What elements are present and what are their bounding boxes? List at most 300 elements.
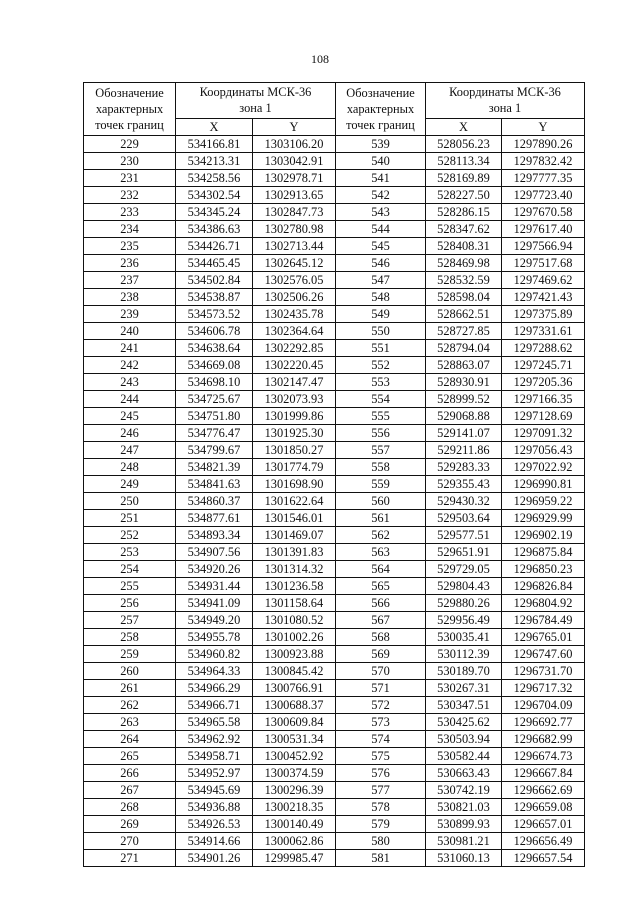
y-coordinate-cell: 1302713.44	[253, 238, 336, 255]
y-coordinate-cell: 1297288.62	[502, 340, 585, 357]
x-coordinate-cell: 530112.39	[426, 646, 502, 663]
x-coordinate-cell: 528227.50	[426, 187, 502, 204]
x-coordinate-cell: 530503.94	[426, 731, 502, 748]
table-row	[84, 136, 585, 153]
table-row	[84, 595, 585, 612]
x-coordinate-cell: 534698.10	[176, 374, 253, 391]
header-line: Координаты МСК-36	[449, 85, 561, 99]
point-number-cell: 231	[84, 170, 176, 187]
point-number-cell: 247	[84, 442, 176, 459]
point-number-cell: 561	[336, 510, 426, 527]
x-coordinate-cell: 534345.24	[176, 204, 253, 221]
table-row	[84, 850, 585, 867]
y-coordinate-cell: 1300140.49	[253, 816, 336, 833]
point-name-header-left	[84, 83, 176, 136]
point-name-header-right	[336, 83, 426, 136]
x-coordinate-cell: 534799.67	[176, 442, 253, 459]
y-coordinate-cell: 1301850.27	[253, 442, 336, 459]
x-coordinate-cell: 534931.44	[176, 578, 253, 595]
point-number-cell: 539	[336, 136, 426, 153]
table-row	[84, 578, 585, 595]
table-row	[84, 221, 585, 238]
y-coordinate-cell: 1302364.64	[253, 323, 336, 340]
point-number-cell: 573	[336, 714, 426, 731]
point-number-cell: 269	[84, 816, 176, 833]
point-number-cell: 579	[336, 816, 426, 833]
y-coordinate-cell: 1300531.34	[253, 731, 336, 748]
point-number-cell: 565	[336, 578, 426, 595]
table-row	[84, 476, 585, 493]
point-number-cell: 544	[336, 221, 426, 238]
x-coordinate-cell: 534914.66	[176, 833, 253, 850]
x-coordinate-cell: 529577.51	[426, 527, 502, 544]
y-coordinate-cell: 1296717.32	[502, 680, 585, 697]
point-number-cell: 265	[84, 748, 176, 765]
point-number-cell: 563	[336, 544, 426, 561]
x-coordinate-cell: 534962.92	[176, 731, 253, 748]
point-number-cell: 235	[84, 238, 176, 255]
point-number-cell: 543	[336, 204, 426, 221]
table-row	[84, 680, 585, 697]
x-coordinate-cell: 528286.15	[426, 204, 502, 221]
point-number-cell: 554	[336, 391, 426, 408]
point-number-cell: 558	[336, 459, 426, 476]
y-coordinate-cell: 1302913.65	[253, 187, 336, 204]
x-coordinate-cell: 529503.64	[426, 510, 502, 527]
y-coordinate-cell: 1296731.70	[502, 663, 585, 680]
table-row	[84, 238, 585, 255]
x-coordinate-cell: 534606.78	[176, 323, 253, 340]
y-coordinate-cell: 1300688.37	[253, 697, 336, 714]
table-row	[84, 255, 585, 272]
point-number-cell: 234	[84, 221, 176, 238]
coordinates-table	[83, 82, 585, 867]
table-row	[84, 697, 585, 714]
y-coordinate-cell: 1297375.89	[502, 306, 585, 323]
x-coordinate-cell: 534965.58	[176, 714, 253, 731]
x-coordinate-cell: 534465.45	[176, 255, 253, 272]
x-coordinate-cell: 534893.34	[176, 527, 253, 544]
x-coordinate-cell: 534751.80	[176, 408, 253, 425]
point-number-cell: 559	[336, 476, 426, 493]
point-number-cell: 256	[84, 595, 176, 612]
x-coordinate-cell: 534213.31	[176, 153, 253, 170]
x-coordinate-cell: 529068.88	[426, 408, 502, 425]
y-coordinate-cell: 1301774.79	[253, 459, 336, 476]
y-coordinate-cell: 1302576.05	[253, 272, 336, 289]
table-row	[84, 612, 585, 629]
y-coordinate-cell: 1300062.86	[253, 833, 336, 850]
point-number-cell: 555	[336, 408, 426, 425]
point-number-cell: 242	[84, 357, 176, 374]
y-coordinate-cell: 1301314.32	[253, 561, 336, 578]
point-number-cell: 244	[84, 391, 176, 408]
y-coordinate-cell: 1297421.43	[502, 289, 585, 306]
point-number-cell: 542	[336, 187, 426, 204]
point-number-cell: 552	[336, 357, 426, 374]
x-coordinate-cell: 530981.21	[426, 833, 502, 850]
point-number-cell: 540	[336, 153, 426, 170]
table-row	[84, 629, 585, 646]
point-number-cell: 268	[84, 799, 176, 816]
point-number-cell: 577	[336, 782, 426, 799]
y-coordinate-cell: 1303106.20	[253, 136, 336, 153]
table-row	[84, 306, 585, 323]
x-column-header: X	[176, 119, 253, 136]
y-coordinate-cell: 1302073.93	[253, 391, 336, 408]
x-coordinate-cell: 534966.29	[176, 680, 253, 697]
point-number-cell: 571	[336, 680, 426, 697]
y-coordinate-cell: 1297670.58	[502, 204, 585, 221]
table-row	[84, 799, 585, 816]
header-line: зона 1	[239, 101, 272, 115]
y-coordinate-cell: 1297166.35	[502, 391, 585, 408]
table-row	[84, 374, 585, 391]
y-coordinate-cell: 1296659.08	[502, 799, 585, 816]
point-number-cell: 245	[84, 408, 176, 425]
x-coordinate-cell: 534573.52	[176, 306, 253, 323]
point-number-cell: 564	[336, 561, 426, 578]
point-number-cell: 246	[84, 425, 176, 442]
x-coordinate-cell: 528408.31	[426, 238, 502, 255]
table-row	[84, 561, 585, 578]
y-coordinate-cell: 1297723.40	[502, 187, 585, 204]
point-number-cell: 562	[336, 527, 426, 544]
x-coordinate-cell: 534945.69	[176, 782, 253, 799]
table-row	[84, 170, 585, 187]
x-coordinate-cell: 530267.31	[426, 680, 502, 697]
x-coordinate-cell: 530582.44	[426, 748, 502, 765]
point-number-cell: 569	[336, 646, 426, 663]
x-coordinate-cell: 529355.43	[426, 476, 502, 493]
point-number-cell: 248	[84, 459, 176, 476]
y-coordinate-cell: 1297469.62	[502, 272, 585, 289]
table-row	[84, 357, 585, 374]
table-row	[84, 204, 585, 221]
point-number-cell: 261	[84, 680, 176, 697]
point-number-cell: 575	[336, 748, 426, 765]
x-coordinate-cell: 534776.47	[176, 425, 253, 442]
y-coordinate-cell: 1297566.94	[502, 238, 585, 255]
point-number-cell: 237	[84, 272, 176, 289]
x-coordinate-cell: 528056.23	[426, 136, 502, 153]
point-number-cell: 547	[336, 272, 426, 289]
x-coordinate-cell: 534941.09	[176, 595, 253, 612]
y-coordinate-cell: 1300452.92	[253, 748, 336, 765]
point-number-cell: 250	[84, 493, 176, 510]
point-number-cell: 263	[84, 714, 176, 731]
y-coordinate-cell: 1297022.92	[502, 459, 585, 476]
table-row	[84, 153, 585, 170]
point-number-cell: 241	[84, 340, 176, 357]
table-row	[84, 714, 585, 731]
x-coordinate-cell: 534926.53	[176, 816, 253, 833]
point-number-cell: 570	[336, 663, 426, 680]
point-number-cell: 271	[84, 850, 176, 867]
point-number-cell: 233	[84, 204, 176, 221]
y-coordinate-cell: 1296747.60	[502, 646, 585, 663]
point-number-cell: 262	[84, 697, 176, 714]
header-line: характерных	[346, 102, 415, 116]
table-row	[84, 459, 585, 476]
point-number-cell: 259	[84, 646, 176, 663]
table-row	[84, 391, 585, 408]
header-line: точек границ	[346, 118, 415, 132]
y-coordinate-cell: 1301236.58	[253, 578, 336, 595]
x-coordinate-cell: 530189.70	[426, 663, 502, 680]
x-coordinate-cell: 528598.04	[426, 289, 502, 306]
x-coordinate-cell: 534538.87	[176, 289, 253, 306]
x-coordinate-cell: 530899.93	[426, 816, 502, 833]
y-coordinate-cell: 1302147.47	[253, 374, 336, 391]
x-coordinate-cell: 534901.26	[176, 850, 253, 867]
y-coordinate-cell: 1296990.81	[502, 476, 585, 493]
point-number-cell: 264	[84, 731, 176, 748]
point-number-cell: 238	[84, 289, 176, 306]
x-coordinate-cell: 534725.67	[176, 391, 253, 408]
point-number-cell: 541	[336, 170, 426, 187]
table-row	[84, 425, 585, 442]
point-number-cell: 551	[336, 340, 426, 357]
point-number-cell: 230	[84, 153, 176, 170]
x-coordinate-cell: 534502.84	[176, 272, 253, 289]
y-coordinate-cell: 1300766.91	[253, 680, 336, 697]
y-coordinate-cell: 1296662.69	[502, 782, 585, 799]
point-number-cell: 572	[336, 697, 426, 714]
header-line: зона 1	[488, 101, 522, 115]
y-coordinate-cell: 1301925.30	[253, 425, 336, 442]
y-coordinate-cell: 1302645.12	[253, 255, 336, 272]
point-number-cell: 239	[84, 306, 176, 323]
x-coordinate-cell: 534907.56	[176, 544, 253, 561]
x-coordinate-cell: 529651.91	[426, 544, 502, 561]
y-coordinate-cell: 1301080.52	[253, 612, 336, 629]
y-coordinate-cell: 1297617.40	[502, 221, 585, 238]
y-coordinate-cell: 1296929.99	[502, 510, 585, 527]
x-coordinate-cell: 534860.37	[176, 493, 253, 510]
point-number-cell: 545	[336, 238, 426, 255]
y-coordinate-cell: 1301698.90	[253, 476, 336, 493]
table-row	[84, 646, 585, 663]
x-coordinate-cell: 534966.71	[176, 697, 253, 714]
table-row	[84, 782, 585, 799]
y-coordinate-cell: 1300374.59	[253, 765, 336, 782]
x-coordinate-cell: 528999.52	[426, 391, 502, 408]
point-number-cell: 251	[84, 510, 176, 527]
table-row	[84, 340, 585, 357]
point-number-cell: 568	[336, 629, 426, 646]
header-line: Обозначение	[95, 86, 164, 100]
x-coordinate-cell: 534166.81	[176, 136, 253, 153]
x-coordinate-cell: 534877.61	[176, 510, 253, 527]
y-coordinate-cell: 1302435.78	[253, 306, 336, 323]
x-coordinate-cell: 530425.62	[426, 714, 502, 731]
y-coordinate-cell: 1296850.23	[502, 561, 585, 578]
y-coordinate-cell: 1302978.71	[253, 170, 336, 187]
x-coordinate-cell: 530821.03	[426, 799, 502, 816]
x-coordinate-cell: 534669.08	[176, 357, 253, 374]
table-row	[84, 289, 585, 306]
table-row	[84, 731, 585, 748]
x-coordinate-cell: 534821.39	[176, 459, 253, 476]
point-number-cell: 267	[84, 782, 176, 799]
point-number-cell: 243	[84, 374, 176, 391]
point-number-cell: 254	[84, 561, 176, 578]
y-coordinate-cell: 1301158.64	[253, 595, 336, 612]
table-row	[84, 833, 585, 850]
x-coordinate-cell: 530663.43	[426, 765, 502, 782]
y-coordinate-cell: 1296657.01	[502, 816, 585, 833]
point-number-cell: 557	[336, 442, 426, 459]
table-row	[84, 663, 585, 680]
y-coordinate-cell: 1302220.45	[253, 357, 336, 374]
x-coordinate-cell: 534258.56	[176, 170, 253, 187]
table-row	[84, 748, 585, 765]
y-coordinate-cell: 1300296.39	[253, 782, 336, 799]
y-coordinate-cell: 1296692.77	[502, 714, 585, 731]
y-coordinate-cell: 1296765.01	[502, 629, 585, 646]
y-coordinate-cell: 1296656.49	[502, 833, 585, 850]
x-coordinate-cell: 534936.88	[176, 799, 253, 816]
x-coordinate-cell: 534920.26	[176, 561, 253, 578]
x-coordinate-cell: 534841.63	[176, 476, 253, 493]
y-coordinate-cell: 1297777.35	[502, 170, 585, 187]
y-coordinate-cell: 1300218.35	[253, 799, 336, 816]
y-coordinate-cell: 1297517.68	[502, 255, 585, 272]
y-coordinate-cell: 1296804.92	[502, 595, 585, 612]
x-coordinate-cell: 530347.51	[426, 697, 502, 714]
point-number-cell: 270	[84, 833, 176, 850]
y-coordinate-cell: 1297890.26	[502, 136, 585, 153]
header-line: точек границ	[95, 118, 164, 132]
table-row	[84, 187, 585, 204]
y-column-header: Y	[502, 119, 585, 136]
point-number-cell: 580	[336, 833, 426, 850]
table-row	[84, 765, 585, 782]
y-coordinate-cell: 1297205.36	[502, 374, 585, 391]
y-coordinate-cell: 1296784.49	[502, 612, 585, 629]
y-coordinate-cell: 1296667.84	[502, 765, 585, 782]
point-number-cell: 560	[336, 493, 426, 510]
y-coordinate-cell: 1301002.26	[253, 629, 336, 646]
y-coordinate-cell: 1297331.61	[502, 323, 585, 340]
point-number-cell: 255	[84, 578, 176, 595]
y-coordinate-cell: 1302847.73	[253, 204, 336, 221]
y-coordinate-cell: 1299985.47	[253, 850, 336, 867]
y-coordinate-cell: 1300845.42	[253, 663, 336, 680]
coordinates-header-left	[176, 83, 336, 119]
x-coordinate-cell: 529211.86	[426, 442, 502, 459]
point-number-cell: 249	[84, 476, 176, 493]
y-coordinate-cell: 1301999.86	[253, 408, 336, 425]
x-coordinate-cell: 528863.07	[426, 357, 502, 374]
table-row	[84, 493, 585, 510]
y-coordinate-cell: 1303042.91	[253, 153, 336, 170]
x-coordinate-cell: 528469.98	[426, 255, 502, 272]
point-number-cell: 253	[84, 544, 176, 561]
coordinates-header-right	[426, 83, 585, 119]
point-number-cell: 257	[84, 612, 176, 629]
x-coordinate-cell: 528113.34	[426, 153, 502, 170]
point-number-cell: 258	[84, 629, 176, 646]
x-coordinate-cell: 534958.71	[176, 748, 253, 765]
point-number-cell: 266	[84, 765, 176, 782]
table-row	[84, 408, 585, 425]
table-header	[84, 83, 585, 136]
x-coordinate-cell: 534955.78	[176, 629, 253, 646]
point-number-cell: 232	[84, 187, 176, 204]
table-body	[84, 136, 585, 867]
x-coordinate-cell: 534638.64	[176, 340, 253, 357]
y-coordinate-cell: 1302292.85	[253, 340, 336, 357]
point-number-cell: 229	[84, 136, 176, 153]
table-row	[84, 323, 585, 340]
point-number-cell: 581	[336, 850, 426, 867]
y-coordinate-cell: 1301622.64	[253, 493, 336, 510]
x-coordinate-cell: 529141.07	[426, 425, 502, 442]
y-coordinate-cell: 1297091.32	[502, 425, 585, 442]
y-coordinate-cell: 1296704.09	[502, 697, 585, 714]
table-row	[84, 272, 585, 289]
y-coordinate-cell: 1297056.43	[502, 442, 585, 459]
point-number-cell: 567	[336, 612, 426, 629]
point-number-cell: 556	[336, 425, 426, 442]
x-coordinate-cell: 530742.19	[426, 782, 502, 799]
y-coordinate-cell: 1301546.01	[253, 510, 336, 527]
table-row	[84, 442, 585, 459]
x-coordinate-cell: 534302.54	[176, 187, 253, 204]
x-coordinate-cell: 531060.13	[426, 850, 502, 867]
x-coordinate-cell: 528727.85	[426, 323, 502, 340]
y-coordinate-cell: 1300923.88	[253, 646, 336, 663]
x-coordinate-cell: 529804.43	[426, 578, 502, 595]
point-number-cell: 252	[84, 527, 176, 544]
x-coordinate-cell: 529430.32	[426, 493, 502, 510]
point-number-cell: 553	[336, 374, 426, 391]
header-line: Координаты МСК-36	[199, 85, 312, 99]
point-number-cell: 566	[336, 595, 426, 612]
x-coordinate-cell: 528169.89	[426, 170, 502, 187]
y-coordinate-cell: 1296674.73	[502, 748, 585, 765]
y-column-header: Y	[253, 119, 336, 136]
x-coordinate-cell: 534949.20	[176, 612, 253, 629]
x-coordinate-cell: 528662.51	[426, 306, 502, 323]
y-coordinate-cell: 1301469.07	[253, 527, 336, 544]
y-coordinate-cell: 1297245.71	[502, 357, 585, 374]
point-number-cell: 576	[336, 765, 426, 782]
y-coordinate-cell: 1297128.69	[502, 408, 585, 425]
x-coordinate-cell: 534964.33	[176, 663, 253, 680]
x-coordinate-cell: 529880.26	[426, 595, 502, 612]
point-number-cell: 578	[336, 799, 426, 816]
y-coordinate-cell: 1296657.54	[502, 850, 585, 867]
point-number-cell: 236	[84, 255, 176, 272]
point-number-cell: 550	[336, 323, 426, 340]
y-coordinate-cell: 1296682.99	[502, 731, 585, 748]
y-coordinate-cell: 1296959.22	[502, 493, 585, 510]
x-coordinate-cell: 529956.49	[426, 612, 502, 629]
y-coordinate-cell: 1302780.98	[253, 221, 336, 238]
point-number-cell: 548	[336, 289, 426, 306]
x-coordinate-cell: 528347.62	[426, 221, 502, 238]
x-coordinate-cell: 529283.33	[426, 459, 502, 476]
x-coordinate-cell: 528930.91	[426, 374, 502, 391]
x-coordinate-cell: 530035.41	[426, 629, 502, 646]
point-number-cell: 549	[336, 306, 426, 323]
x-coordinate-cell: 534386.63	[176, 221, 253, 238]
x-column-header: X	[426, 119, 502, 136]
x-coordinate-cell: 534952.97	[176, 765, 253, 782]
